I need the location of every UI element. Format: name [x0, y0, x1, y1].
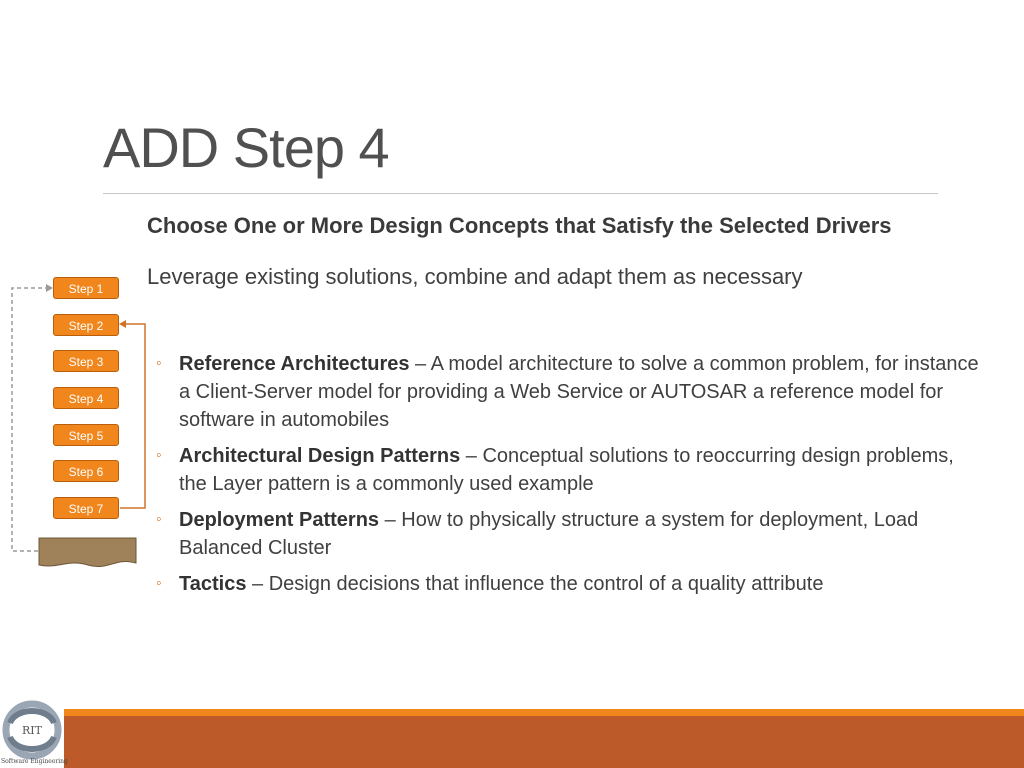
slide-title: ADD Step 4 [103, 116, 389, 179]
footer-bar [0, 716, 1024, 768]
title-divider [103, 193, 938, 194]
feedback-arrowhead [46, 284, 53, 292]
feedback-loop-arrow [12, 288, 48, 551]
bullet-term: Reference Architectures [179, 353, 410, 375]
bullet-term: Architectural Design Patterns [179, 445, 461, 467]
document-icon [38, 537, 138, 569]
design-concepts-list [156, 350, 986, 606]
bullet-term: Tactics [179, 573, 247, 595]
step-6-box: Step 6 [53, 460, 119, 482]
step-1-box: Step 1 [53, 277, 119, 299]
bullet-circle-icon: ◦ [156, 447, 162, 464]
bullet-text: – How to physically structure a system for deployment, Load Balanced Cluster [179, 509, 919, 559]
logo-caption: Software Engineering [1, 758, 68, 765]
bullet-deployment-patterns [156, 506, 986, 562]
bullet-circle-icon: ◦ [156, 511, 162, 528]
logo-letters: RIT [22, 724, 42, 737]
step-5-box: Step 5 [53, 424, 119, 446]
step-4-box: Step 4 [53, 387, 119, 409]
step-7-box: Step 7 [53, 497, 119, 519]
bullet-text: – Conceptual solutions to reoccurring design problems, the Layer pattern is a commonly used example [179, 445, 954, 495]
step-3-box: Step 3 [53, 350, 119, 372]
bullet-circle-icon: ◦ [156, 575, 162, 592]
bullet-text: – Design decisions that influence the control of a quality attribute [246, 573, 824, 595]
bullet-circle-icon: ◦ [156, 355, 162, 372]
bullet-architectural-design-patterns [156, 442, 986, 498]
iteration-loop-arrow [120, 324, 145, 508]
iteration-arrowhead [119, 320, 126, 328]
footer-accent-stripe [0, 709, 1024, 716]
slide-lead-text: Leverage existing solutions, combine and adapt them as necessary [147, 264, 803, 289]
bullet-text: – A model architecture to solve a common problem, for instance a Client-Server model for providing a Web Service or AUTOSAR a reference model for software in automobiles [179, 353, 979, 431]
bullet-term: Deployment Patterns [179, 509, 380, 531]
step-2-box: Step 2 [53, 314, 119, 336]
bullet-reference-architectures [156, 350, 986, 434]
bullet-tactics [156, 570, 986, 598]
slide-subtitle: Choose One or More Design Concepts that Satisfy the Selected Drivers [147, 213, 892, 238]
